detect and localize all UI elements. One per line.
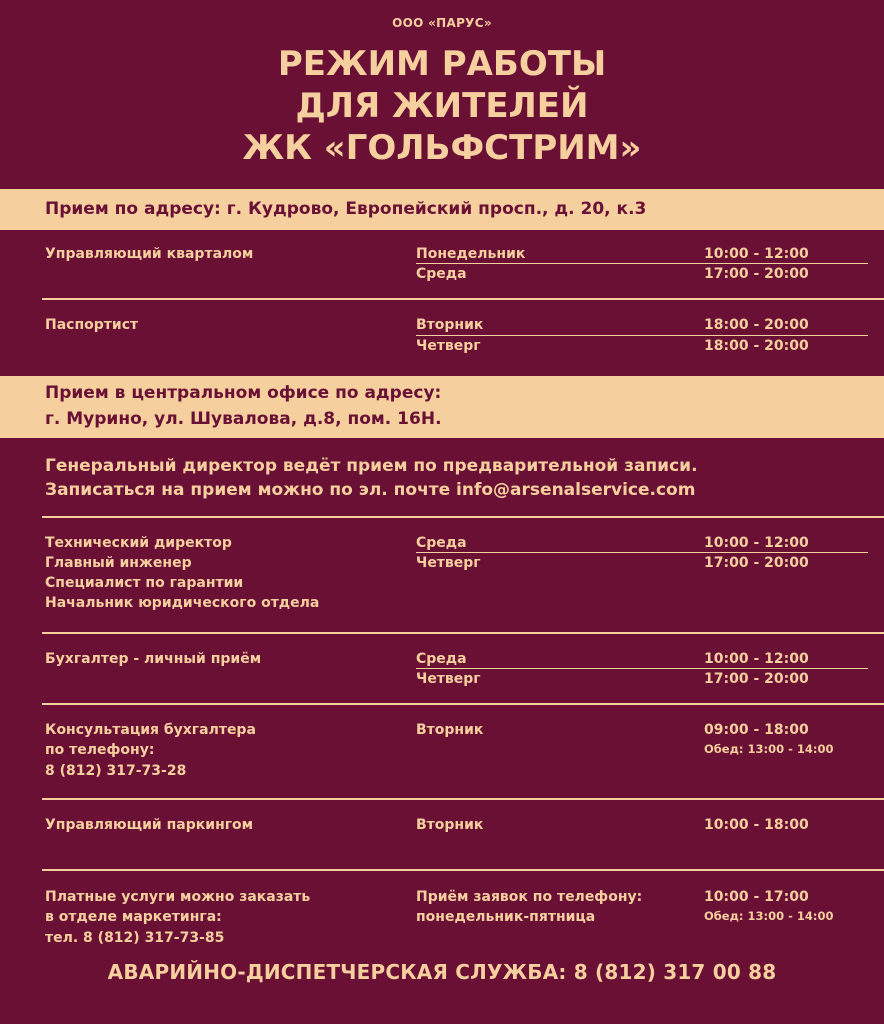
role-consult-2: по телефону: [45,742,155,758]
role-paid-2: в отделе маркетинга: [45,909,222,925]
role-manager: Управляющий кварталом [45,246,254,262]
paid-phone: тел. 8 (812) 317-73-85 [45,930,225,946]
emergency-service: АВАРИЙНО-ДИСПЕТЧЕРСКАЯ СЛУЖБА: 8 (812) 317 00 88 [107,960,777,984]
row-divider [42,632,884,634]
time-tech-1: 10:00 - 12:00 [704,535,809,551]
role-tech-2: Главный инженер [45,555,192,571]
role-tech-4: Начальник юридического отдела [45,595,320,611]
address-band-murino [0,376,884,438]
paid-requests-label: Приём заявок по телефону: [416,889,643,905]
day-tech-1: Среда [416,535,467,551]
address-murino-line-2: г. Мурино, ул. Шувалова, д.8, пом. 16Н. [45,409,442,429]
day-passport-2: Четверг [416,338,481,354]
role-tech-3: Специалист по гарантии [45,575,244,591]
consult-phone: 8 (812) 317-73-28 [45,763,187,779]
time-accountant-2: 17:00 - 20:00 [704,671,809,687]
day-manager-2: Среда [416,266,467,282]
day-consult: Вторник [416,722,484,738]
row-divider [42,798,884,800]
lunch-consult: Обед: 13:00 - 14:00 [704,742,834,756]
day-passport-1: Вторник [416,317,484,333]
time-accountant-1: 10:00 - 12:00 [704,651,809,667]
day-accountant-2: Четверг [416,671,481,687]
time-manager-1: 10:00 - 12:00 [704,246,809,262]
title-line-2: ДЛЯ ЖИТЕЛЕЙ [295,86,589,126]
title-line-1: РЕЖИМ РАБОТЫ [277,44,607,84]
role-passport: Паспортист [45,317,139,333]
time-paid: 10:00 - 17:00 [704,889,809,905]
address-kudrovo: Прием по адресу: г. Кудрово, Европейский просп., д. 20, к.3 [45,199,647,219]
time-parking: 10:00 - 18:00 [704,817,809,833]
address-band-kudrovo [0,189,884,230]
row-divider [42,869,884,871]
time-consult: 09:00 - 18:00 [704,722,809,738]
day-tech-2: Четверг [416,555,481,571]
row-underline [416,335,868,336]
role-accountant: Бухгалтер - личный приём [45,651,262,667]
role-tech-1: Технический директор [45,535,232,551]
role-consult-1: Консультация бухгалтера [45,722,256,738]
day-accountant-1: Среда [416,651,467,667]
time-passport-2: 18:00 - 20:00 [704,338,809,354]
director-note-line-1: Генеральный директор ведёт прием по предварительной записи. [45,456,698,476]
role-parking: Управляющий паркингом [45,817,254,833]
company-name: ООО «ПАРУС» [392,16,492,30]
time-passport-1: 18:00 - 20:00 [704,317,809,333]
time-manager-2: 17:00 - 20:00 [704,266,809,282]
row-underline [416,263,868,264]
row-divider [42,298,884,300]
time-tech-2: 17:00 - 20:00 [704,555,809,571]
director-note-line-2: Записаться на прием можно по эл. почте info@arsenalservice.com [45,480,696,500]
lunch-paid: Обед: 13:00 - 14:00 [704,909,834,923]
paid-days: понедельник-пятница [416,909,596,925]
role-paid-1: Платные услуги можно заказать [45,889,311,905]
row-underline [416,668,868,669]
row-underline [416,552,868,553]
title-line-3: ЖК «ГОЛЬФСТРИМ» [242,128,642,168]
row-divider [42,516,884,518]
day-manager-1: Понедельник [416,246,526,262]
day-parking: Вторник [416,817,484,833]
address-murino-line-1: Прием в центральном офисе по адресу: [45,383,442,403]
row-divider [42,703,884,705]
